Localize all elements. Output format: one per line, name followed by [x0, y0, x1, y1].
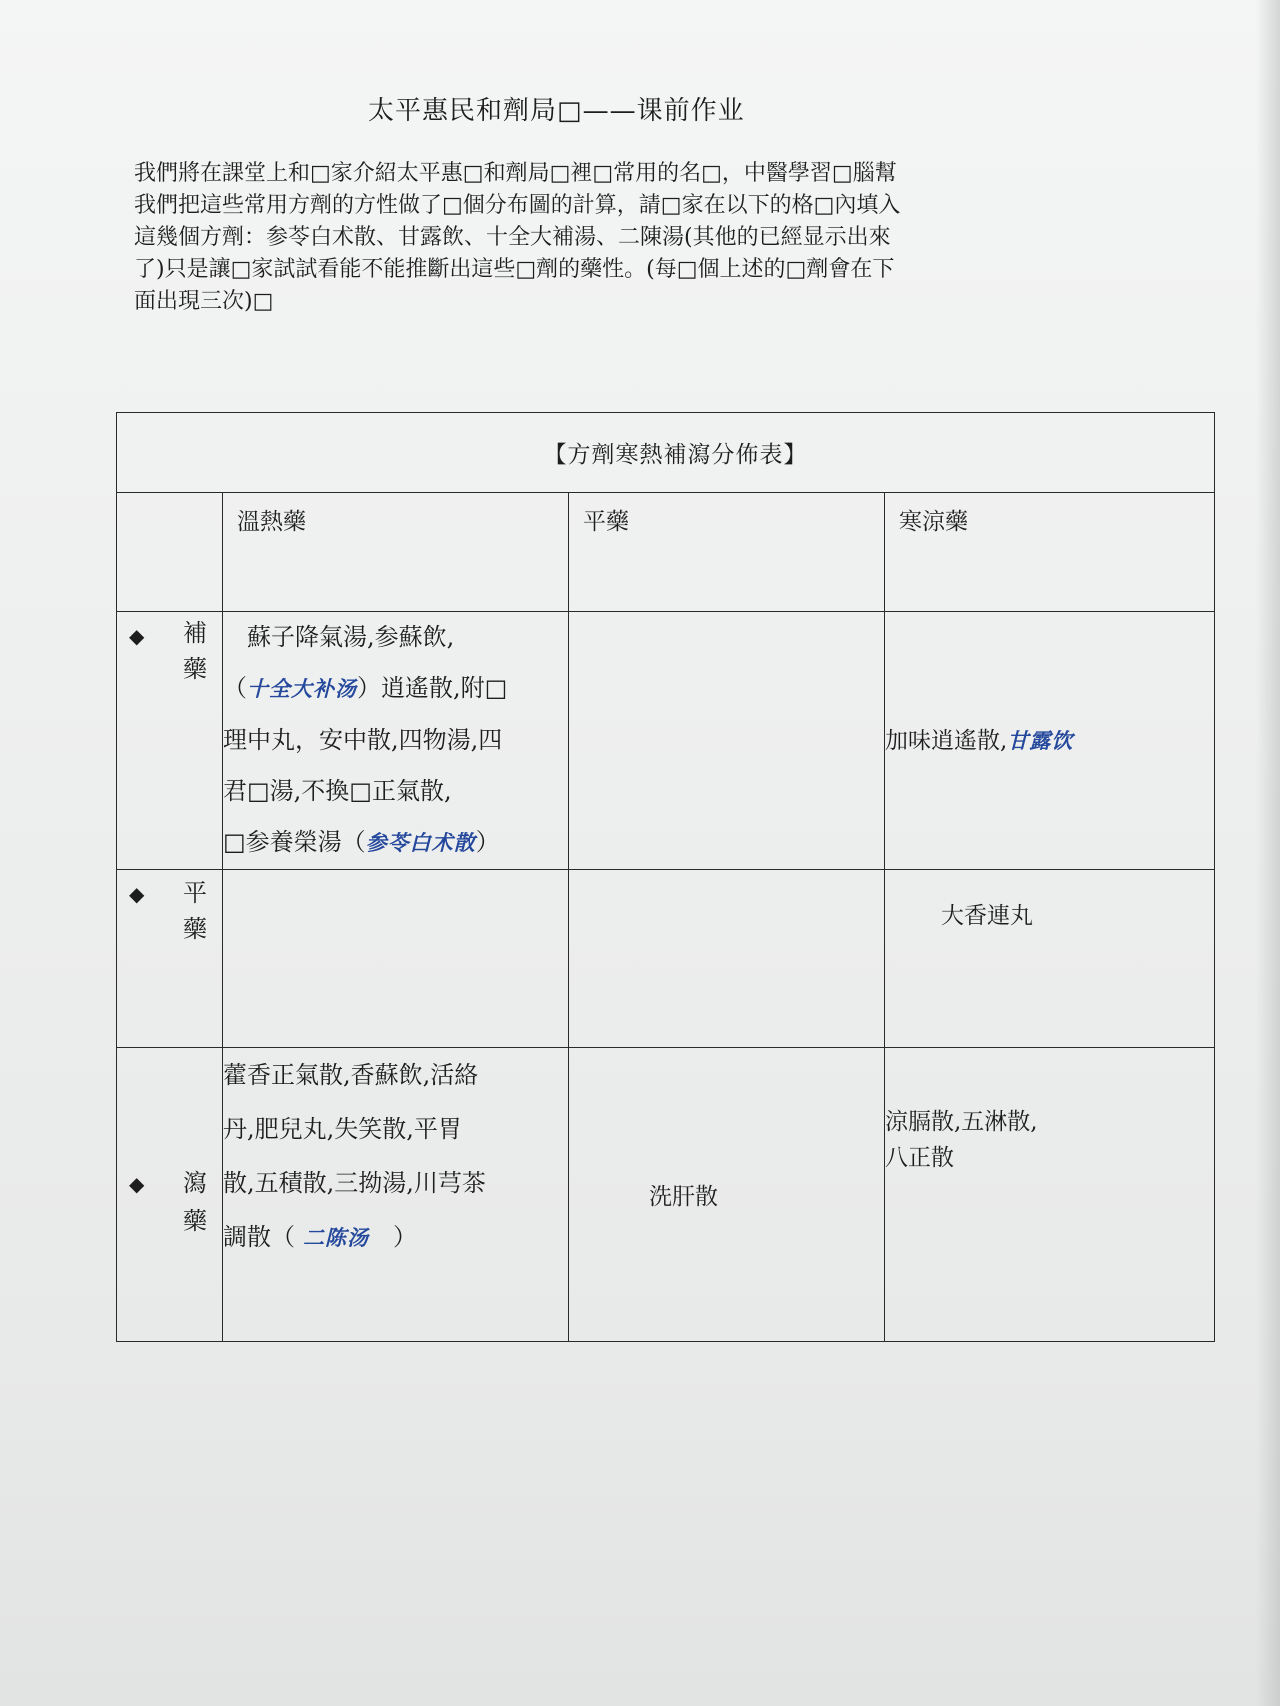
formula-text: 涼膈散,五淋散,: [885, 1109, 1038, 1135]
diamond-bullet-icon: ◆: [129, 1172, 145, 1196]
formula-distribution-table-wrapper: [116, 412, 1214, 1342]
header-cold: 寒涼藥: [899, 509, 968, 535]
row-label-purge: [117, 1048, 223, 1342]
cell-line: [223, 612, 568, 663]
table-row-neutral: [117, 870, 1215, 1048]
formula-text: 蘇子降氣湯,参蘇飲,: [247, 623, 455, 651]
cell-line: 藿香正氣散,香蘇飲,活絡: [223, 1061, 479, 1089]
cell-line: [223, 1210, 568, 1265]
instruction-line: 我們將在課堂上和□家介紹太平惠□和劑局□裡□常用的名□，中醫學習□腦幫: [134, 161, 897, 186]
instruction-line: 面出現三次)□: [134, 289, 274, 314]
instruction-line: 這幾個方劑：参苓白术散、甘露飲、十全大補湯、二陳湯(其他的已經显示出來: [134, 225, 891, 250]
cell-line: 理中丸，安中散,四物湯,四: [223, 726, 503, 754]
handwritten-answer: 十全大补汤: [247, 677, 357, 701]
row-label-char: 補: [183, 619, 207, 647]
formula-text: 洗肝散: [649, 1184, 718, 1210]
formula-text: 調散（: [223, 1223, 295, 1251]
formula-distribution-table: [116, 412, 1215, 1342]
row-label-char: 藥: [183, 655, 207, 683]
paren-close: ）: [475, 828, 500, 856]
formula-text: □参養榮湯（: [223, 828, 366, 856]
header-warm-cell: [223, 493, 569, 612]
table-row-purge: [117, 1048, 1215, 1342]
table-caption-cell: [117, 413, 1215, 493]
cell-neutral-neutral: [569, 870, 885, 1048]
row-label-char: 瀉: [183, 1169, 207, 1197]
cell-neutral-warm: [223, 870, 569, 1048]
cell-purge-cold: [885, 1048, 1215, 1342]
table-caption-row: [117, 413, 1215, 493]
paren-close: ）: [393, 1223, 417, 1251]
table-caption: 【方劑寒熱補瀉分佈表】: [543, 442, 808, 468]
header-neutral-cell: [569, 493, 885, 612]
cell-line: 散,五積散,三拗湯,川芎茶: [223, 1169, 486, 1197]
cell-tonify-warm: [223, 612, 569, 870]
diamond-bullet-icon: ◆: [129, 882, 145, 906]
cell-tonify-cold: [885, 612, 1215, 870]
cell-purge-neutral: [569, 1048, 885, 1342]
header-neutral: 平藥: [583, 509, 629, 535]
instruction-line: 了)只是讓□家試試看能不能推斷出這些□劑的藥性。(每□個上述的□劑會在下: [134, 257, 895, 282]
handwritten-answer: 参苓白术散: [365, 831, 476, 855]
cell-neutral-cold: [885, 870, 1215, 1048]
header-warm: 溫熱藥: [237, 509, 306, 535]
instruction-line: 我們把這些常用方劑的方性做了□個分布圖的計算，請□家在以下的格□內填入: [134, 193, 901, 218]
paren-open: （: [223, 674, 247, 702]
formula-text: 大香連丸: [941, 903, 1033, 929]
cell-line: [223, 817, 568, 869]
row-label-tonify: [117, 612, 223, 870]
header-cold-cell: [885, 493, 1215, 612]
handwritten-answer: 二陈汤: [303, 1226, 369, 1250]
row-label-char: 藥: [183, 915, 207, 943]
table-row-tonify: [117, 612, 1215, 870]
formula-text: ）逍遙散,附□: [357, 674, 508, 702]
cell-line: 丹,肥兒丸,失笑散,平胃: [223, 1115, 462, 1143]
row-label-char: 平: [183, 879, 207, 907]
row-label-char: 藥: [183, 1207, 207, 1235]
formula-text: 加味逍遙散,: [885, 727, 1008, 754]
page-edge-shadow: [1256, 0, 1280, 1706]
cell-purge-warm: [223, 1048, 569, 1342]
cell-tonify-neutral: [569, 612, 885, 870]
handwritten-answer: 甘露饮: [1007, 728, 1074, 753]
worksheet-instructions: [134, 158, 1094, 318]
header-corner-cell: [117, 493, 223, 612]
formula-text: 八正散: [885, 1145, 954, 1171]
cell-line: [223, 663, 568, 715]
table-header-row: [117, 493, 1215, 612]
row-label-neutral: [117, 870, 223, 1048]
worksheet-title: 太平惠民和劑局□——课前作业: [368, 96, 745, 126]
diamond-bullet-icon: ◆: [129, 624, 145, 648]
cell-line: 君□湯,不換□正氣散,: [223, 777, 452, 805]
